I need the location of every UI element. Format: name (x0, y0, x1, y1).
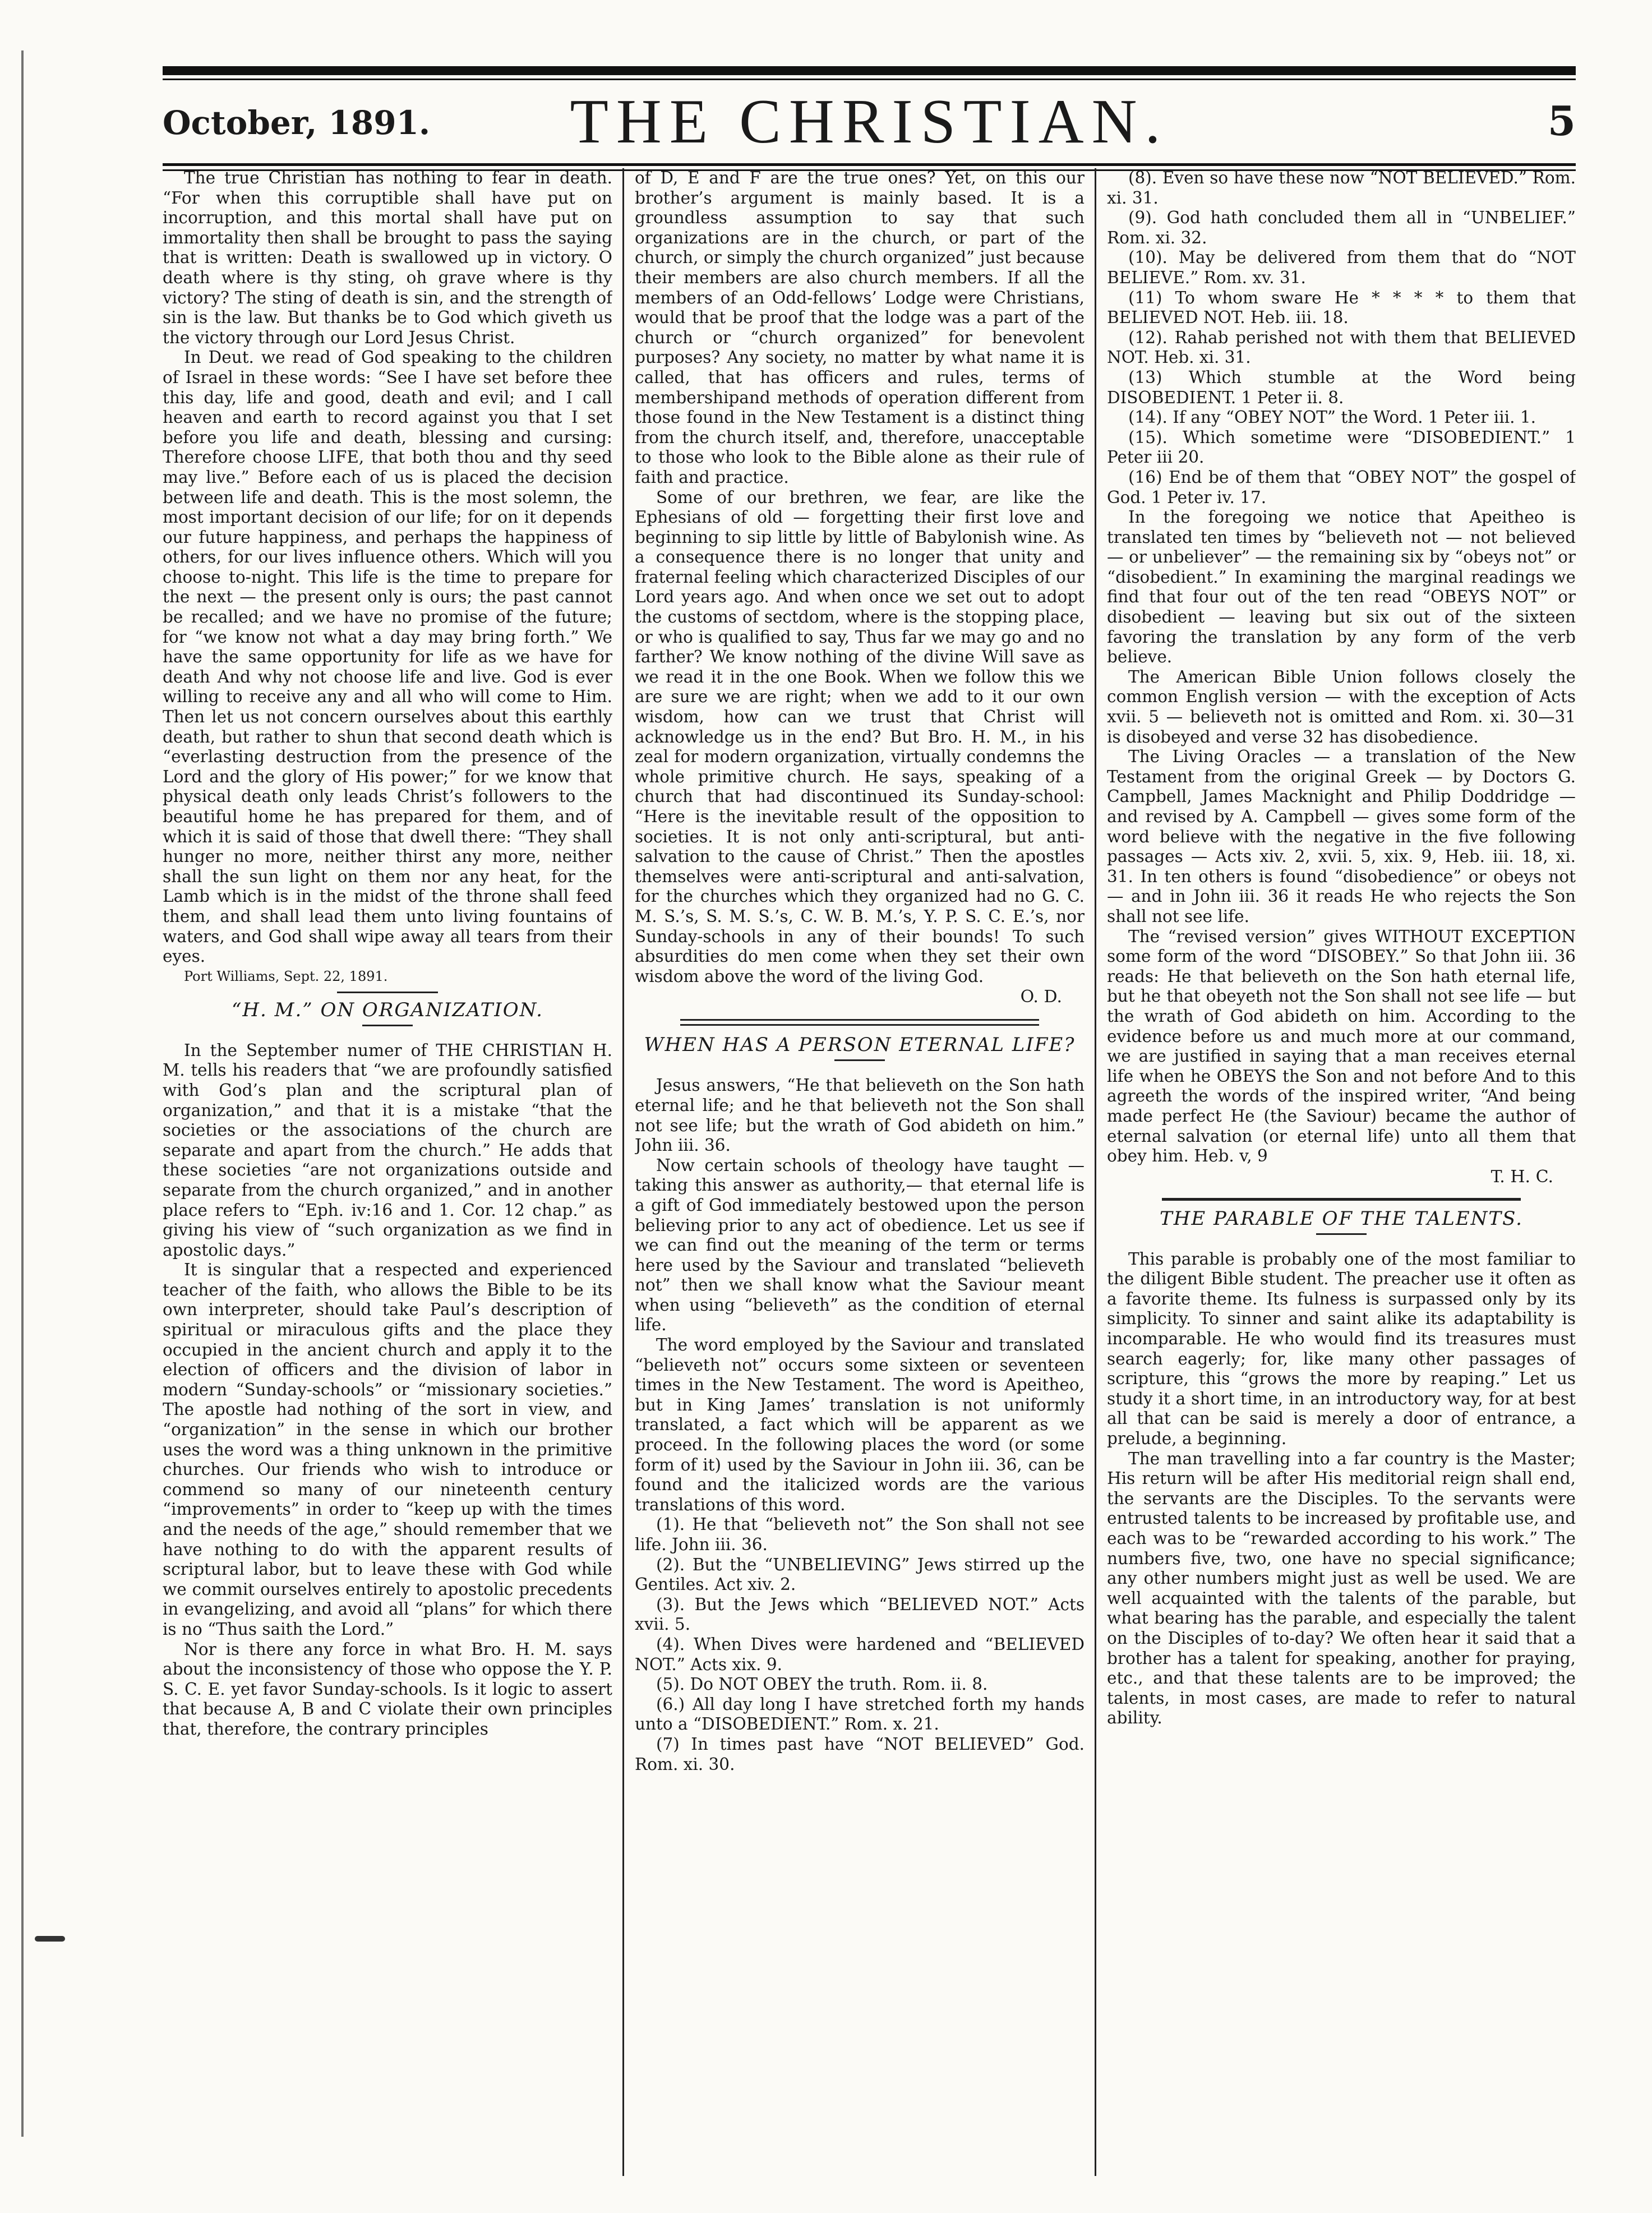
article-signature: T. H. C. (1491, 1167, 1553, 1187)
list-item: (12). Rahab perished not with them that BELIEVED NOT. Heb. xi. 31. (1107, 328, 1576, 367)
column-divider (622, 168, 624, 2176)
article-death (163, 168, 612, 986)
masthead (163, 66, 1576, 171)
newspaper-title: THE CHRISTIAN. (570, 87, 1169, 156)
masthead-top-rule (163, 66, 1576, 75)
paragraph: The true Christian has nothing to fear in death. “For when this corruptible shall have put on incorruption, and this mortal shall have put on immortality then shall be brought to pass the saying that is written: Death is swallowed up in victory. O death where is thy sting, oh grave where is thy victory? The sting of death is sin, and the strength of sin is the law. But thanks be to God which giveth us the victory through our Lord Jesus Christ. (163, 168, 612, 347)
list-item: (16) End be of them that “OBEY NOT” the gospel of God. 1 Peter iv. 17. (1107, 467, 1576, 507)
list-item: (11) To whom sware He * * * * to them that BELIEVED NOT. Heb. iii. 18. (1107, 288, 1576, 328)
list-item: (13) Which stumble at the Word being DISOBEDIENT. 1 Peter ii. 8. (1107, 367, 1576, 407)
paragraph: Jesus answers, “He that believeth on the Son hath eternal life; and he that believeth not the Son shall not see life; but the wrath of God abideth on him.” John iii. 36. (635, 1076, 1085, 1155)
list-item: (1). He that “believeth not” the Son shall not see life. John iii. 36. (635, 1515, 1085, 1554)
masthead-bottom-rule (163, 163, 1576, 166)
list-item: (14). If any “OBEY NOT” the Word. 1 Peter iii. 1. (1128, 408, 1536, 427)
paragraph: Nor is there any force in what Bro. H. M. says about the inconsistency of those who oppose the Y. P. S. C. E. yet favor Sunday-schools. Is it logic to assert that because A, B and C violate their own principles that, therefore, the contrary principles (163, 1639, 612, 1739)
left-margin-rule (21, 50, 24, 2137)
article-signature: O. D. (1020, 987, 1062, 1007)
paragraph: of D, E and F are the true ones? Yet, on this our brother’s argument is mainly based. It is a groundless assumption to say that such organizations are in the church, or part of the church, or simply the church organized” just because their members are also church members. If all the members of an Odd-fellows’ Lodge were Christians, would that be proof that the lodge was a part of the church or “church organized” for benevolent purposes? Any society, no matter by what name it is called, that has officers and rules, terms of membershipand methods of operation different from those found in the New Testament is a distinct thing from the church itself, and, therefore, unacceptable to those who look to the Bible alone as their rule of faith and practice. (635, 168, 1085, 487)
section-divider (1162, 1198, 1521, 1201)
page-number: 5 (1547, 97, 1576, 145)
issue-date: October, 1891. (163, 104, 431, 142)
article-organization-continued (635, 168, 1085, 1008)
margin-mark (35, 1936, 65, 1942)
article-eternal-life-continued (1107, 168, 1576, 1188)
article-eternal-life (635, 1034, 1085, 1774)
paragraph: The man travelling into a far country is the Master; His return will be after His meditorial reign shall end, the servants are the Disciples. To the servants were entrusted talents to be increased by profitable use, and each was to be “rewarded according to his work.” The numbers five, two, one have no special significance; any other numbers might just as well be used. We are well acquainted with the talents of the parable, but what bearing has the parable, and especially the talent on the Disciples of to-day? We often hear it said that a brother has a talent for speaking, another for praying, etc., and that these talents are to be improved; the talents, in most cases, are made to refer to natural ability. (1107, 1449, 1576, 1728)
paragraph: It is singular that a respected and experienced teacher of the faith, who allows the Bible to be its own interpreter, should take Paul’s description of spiritual or miraculous gifts and the place they occupied in the ancient church and apply it to the election of officers and the division of labor in modern “Sunday-schools” or “missionary societies.” The apostle had nothing of the sort in view, and “organization” in the sense in which our brother uses the word was a thing unknown in the primitive churches. Our friends who wish to introduce or commend so many of our nineteenth century “improvements” in order to “keep up with the times and the needs of the age,” should remember that we have nothing to do with the apparent results of scriptural labor, but to leave these with God while we commit ourselves entirely to apostolic precedents in evangelizing, and avoid all “plans” for which there is no “Thus saith the Lord.” (163, 1260, 612, 1639)
article-organization (163, 999, 612, 1740)
article-heading: “H. M.” ON ORGANIZATION. (232, 998, 543, 1021)
list-item: (7) In times past have “NOT BELIEVED” God. Rom. xi. 30. (635, 1734, 1085, 1774)
column-1 (163, 168, 612, 2187)
list-item: (4). When Dives were hardened and “BELIEVED NOT.” Acts xix. 9. (635, 1634, 1085, 1674)
article-columns (163, 168, 1576, 2187)
masthead-row (163, 80, 1576, 163)
heading-underline (1316, 1233, 1367, 1235)
list-item: (2). But the “UNBELIEVING” Jews stirred up the Gentiles. Act xiv. 2. (635, 1555, 1085, 1594)
column-divider (1095, 168, 1096, 2176)
column-2 (635, 168, 1085, 2187)
list-item: (6.) All day long I have stretched forth my hands unto a “DISOBEDIENT.” Rom. x. 21. (635, 1694, 1085, 1734)
heading-underline (834, 1059, 885, 1061)
paragraph: Some of our brethren, we fear, are like the Ephesians of old — forgetting their first love and beginning to sip little by little of Babylonish wine. As a consequence there is no longer that unity and fraternal feeling which characterized Disciples of our Lord years ago. And when once we set out to adopt the customs of sectdom, where is the stopping place, or who is qualified to say, Thus far we may go and no farther? We know nothing of the divine Will save as we read it in the one Book. When we follow this we are sure we are right; when we add to it our own wisdom, how can we trust that Christ will acknowledge us in the end? But Bro. H. M., in his zeal for modern organization, virtually condemns the whole primitive church. He says, speaking of a church that had discontinued its Sunday-school: “Here is the inevitable result of the opposition to societies. It is not only anti-scriptural, but anti-salvation to the cause of Christ.” Then the apostles themselves were anti-scriptural and anti-salvation, for the churches which they organized had no G. C. M. S.’s, S. M. S.’s, C. W. B. M.’s, Y. P. S. C. E.’s, nor Sunday-schools in any of their bounds! To such absurdities do men come when they set their own wisdom above the word of the living God. (635, 487, 1085, 986)
paragraph: In the September numer of THE CHRISTIAN H. M. tells his readers that “we are profoundly satisfied with God’s plan and the scriptural plan of organization,” and that it is a mistake “that the societies or the associations of the church are separate and apart from the church.” He adds that these societies “are not organizations outside and separate from the church organized,” and in another place refers to “Eph. iv:16 and 1. Cor. 12 chap.” as giving his view of “such organization as we find in apostolic days.” (163, 1040, 612, 1260)
article-heading: WHEN HAS A PERSON ETERNAL LIFE? (644, 1034, 1076, 1057)
list-item: (5). Do NOT OBEY the truth. Rom. ii. 8. (656, 1675, 988, 1694)
section-divider (337, 992, 438, 993)
paragraph: In Deut. we read of God speaking to the children of Israel in these words: “See I have set before thee this day, life and good, death and evil; and I call heaven and earth to record against you that I set before you life and death, blessing and cursing: Therefore choose LIFE, that both thou and thy seed may live.” Before each of us is placed the decision between life and death. This is the most solemn, the most important decision of our life; for on it depends our future happiness, and perhaps the happiness of others, for our lives influence others. Which will you choose to-night. This life is the time to prepare for the next — the present only is ours; the past cannot be recalled; and we have no promise of the future; for “we know not what a day may bring forth.” We have the same opportunity for life as we have for death And why not choose life and live. God is ever willing to receive any and all who will come to Him. Then let us not concern ourselves about this earthly death, but rather to shun that second death which is “everlasting destruction from the presence of the Lord and the glory of His power;” for we know that physical death only leads Christ’s followers to the beautiful home he has prepared for them, and of which it is said of those that dwell there: “They shall hunger no more, neither thirst any more, neither shall the sun light on them nor any heat, for the Lamb which is in the midst of the throne shall feed them, and shall lead them unto living fountains of waters, and God shall wipe away all tears from their eyes. (163, 348, 612, 966)
paragraph: This parable is probably one of the most familiar to the diligent Bible student. The preacher use it often as a favorite theme. Its fulness is surpassed only by its simplicity. To sinner and saint alike its adaptability is incomparable. He who would find its treasures must search eagerly; for, like many other passages of scripture, this “grows the more by reaping.” Let us study it a short time, in an introductory way, for at best all that can be said is merely a door of entrance, a prelude, a beginning. (1107, 1249, 1576, 1449)
article-heading: THE PARABLE OF THE TALENTS. (1160, 1207, 1523, 1230)
list-item: (9). God hath concluded them all in “UNBELIEF.” Rom. xi. 32. (1107, 208, 1576, 247)
paragraph: The word employed by the Saviour and translated “believeth not” occurs some sixteen or seventeen times in the New Testament. The word is Apeitheo, but in King James’ translation is not uniformly translated, a fact which will be apparent as we proceed. In the following places the word (or some form of it) used by the Saviour in John iii. 36, can be found and the italicized words are the various translations of this word. (635, 1335, 1085, 1514)
paragraph: Now certain schools of theology have taught — taking this answer as authority,— that eternal life is a gift of God immediately bestowed upon the person believing prior to any act of obedience. Let us see if we can find out the meaning of the term or terms here used by the Saviour and translated “believeth not” then we shall know what the Saviour meant when using “believeth” as the condition of eternal life. (635, 1155, 1085, 1335)
list-item: (3). But the Jews which “BELIEVED NOT.” Acts xvii. 5. (635, 1594, 1085, 1634)
section-divider (680, 1019, 1039, 1026)
paragraph: The “revised version” gives WITHOUT EXCEPTION some form of the word “DISOBEY.” So that John iii. 36 reads: He that believeth on the Son hath eternal life, but he that obeyeth not the Son shall not see life — but the wrath of God abideth on him. According to the evidence before us and much more at our command, we are justified in saying that a man receives eternal life when he OBEYS the Son and not before And to this agreeth the words of the inspired writer, “And being made perfect He (the Saviour) became the author of eternal salvation (or eternal life) unto all them that obey him. Heb. v, 9 (1107, 926, 1576, 1166)
column-3 (1107, 168, 1576, 2187)
article-talents (1107, 1207, 1576, 1728)
list-item: (10). May be delivered from them that do “NOT BELIEVE.” Rom. xv. 31. (1107, 248, 1576, 287)
list-item: (15). Which sometime were “DISOBEDIENT.” 1 Peter iii 20. (1107, 427, 1576, 467)
paragraph: The Living Oracles — a translation of the New Testament from the original Greek — by Doctors G. Campbell, James Macknight and Philip Doddridge — and revised by A. Campbell — gives some form of the word believe with the negative in the five following passages — Acts xiv. 2, xvii. 5, xix. 9, Heb. iii. 18, xi. 31. In ten others is found “disobedience” or obeys not — and in John iii. 36 it reads He who rejects the Son shall not see life. (1107, 747, 1576, 926)
heading-underline (362, 1025, 413, 1026)
article-signature: Port Williams, Sept. 22, 1891. (184, 968, 388, 984)
paragraph: In the foregoing we notice that Apeitheo is translated ten times by “believeth not — not believed — or unbeliever” — the remaining six by “obeys not” or “disobedient.” In examining the marginal readings we find that four out of the ten read “OBEYS NOT” or disobedient — leaving but six out of the sixteen favoring the translation by any form of the verb believe. (1107, 508, 1576, 667)
list-item: (8). Even so have these now “NOT BELIEVED.” Rom. xi. 31. (1107, 168, 1576, 208)
paragraph: The American Bible Union follows closely the common English version — with the exception of Acts xvii. 5 — believeth not is omitted and Rom. xi. 30—31 is disobeyed and verse 32 has disobedience. (1107, 667, 1576, 746)
